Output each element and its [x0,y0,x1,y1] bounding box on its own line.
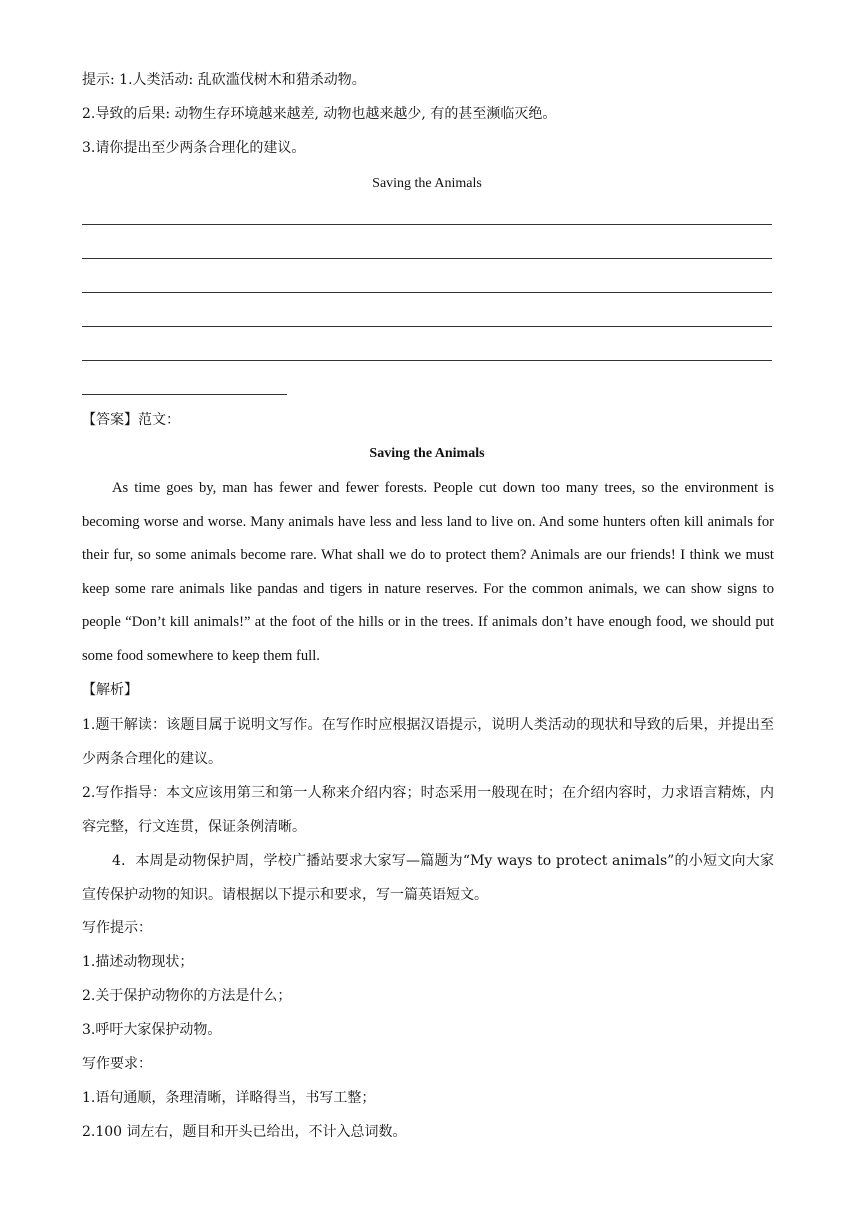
blank-essay-title: Saving the Animals [372,176,482,191]
analysis-point-1: 1.题干解读：该题目属于说明文写作。在写作时应根据汉语提示，说明人类活动的现状和导致的后果，并提出至少两条合理化的建议。 [82,717,774,767]
tip-item: 2.关于保护动物你的方法是什么； [82,988,292,1004]
writing-line [82,394,287,395]
requirement-item: 1.语句通顺，条理清晰，详略得当，书写工整； [82,1090,376,1106]
answer-label: 【答案】范文： [82,412,180,428]
writing-line [82,224,772,225]
question-4-prompt: 4．本周是动物保护周，学校广播站要求大家写—篇题为“My ways to protect animals”的小短文向大家宣传保护动物的知识。请根据以下提示和要求，写一篇英语短文。 [82,853,774,903]
analysis-label: 【解析】 [82,682,138,698]
writing-line [82,360,772,361]
hint-line-1: 提示: 1.人类活动: 乱砍滥伐树木和猎杀动物。 [82,72,366,88]
tips-label: 写作提示： [82,920,152,936]
hint-line-3: 3.请你提出至少两条合理化的建议。 [82,140,306,156]
essay-body: As time goes by, man has fewer and fewer forests. People cut down too many trees, so the environment is becoming worse and worse. Many animals have less and less land to live on. And some hunters often kill animals for their fur, so some animals become rare. What shall we do to protect them? Animals are our friends! I think we must keep some rare animals like pandas and tigers in nature reserves. For the common animals, we can show signs to people “Don’t kill animals!” at the foot of the hills or in the trees. If animals don’t have enough food, we should put some food somewhere to keep them full. [82,480,774,664]
writing-line [82,258,772,259]
hint-line-2: 2.导致的后果: 动物生存环境越来越差, 动物也越来越少, 有的甚至濒临灭绝。 [82,106,557,122]
writing-line [82,292,772,293]
tip-item: 1.描述动物现状； [82,954,194,970]
requirement-item: 2.100 词左右，题目和开头已给出，不计入总词数。 [82,1124,407,1140]
essay-title: Saving the Animals [369,446,485,461]
analysis-point-2: 2.写作指导：本文应该用第三和第一人称来介绍内容；时态采用一般现在时；在介绍内容时，力求语言精炼，内容完整，行文连贯，保证条例清晰。 [82,785,774,835]
requirements-label: 写作要求： [82,1056,152,1072]
writing-line [82,326,772,327]
tip-item: 3.呼吁大家保护动物。 [82,1022,222,1038]
